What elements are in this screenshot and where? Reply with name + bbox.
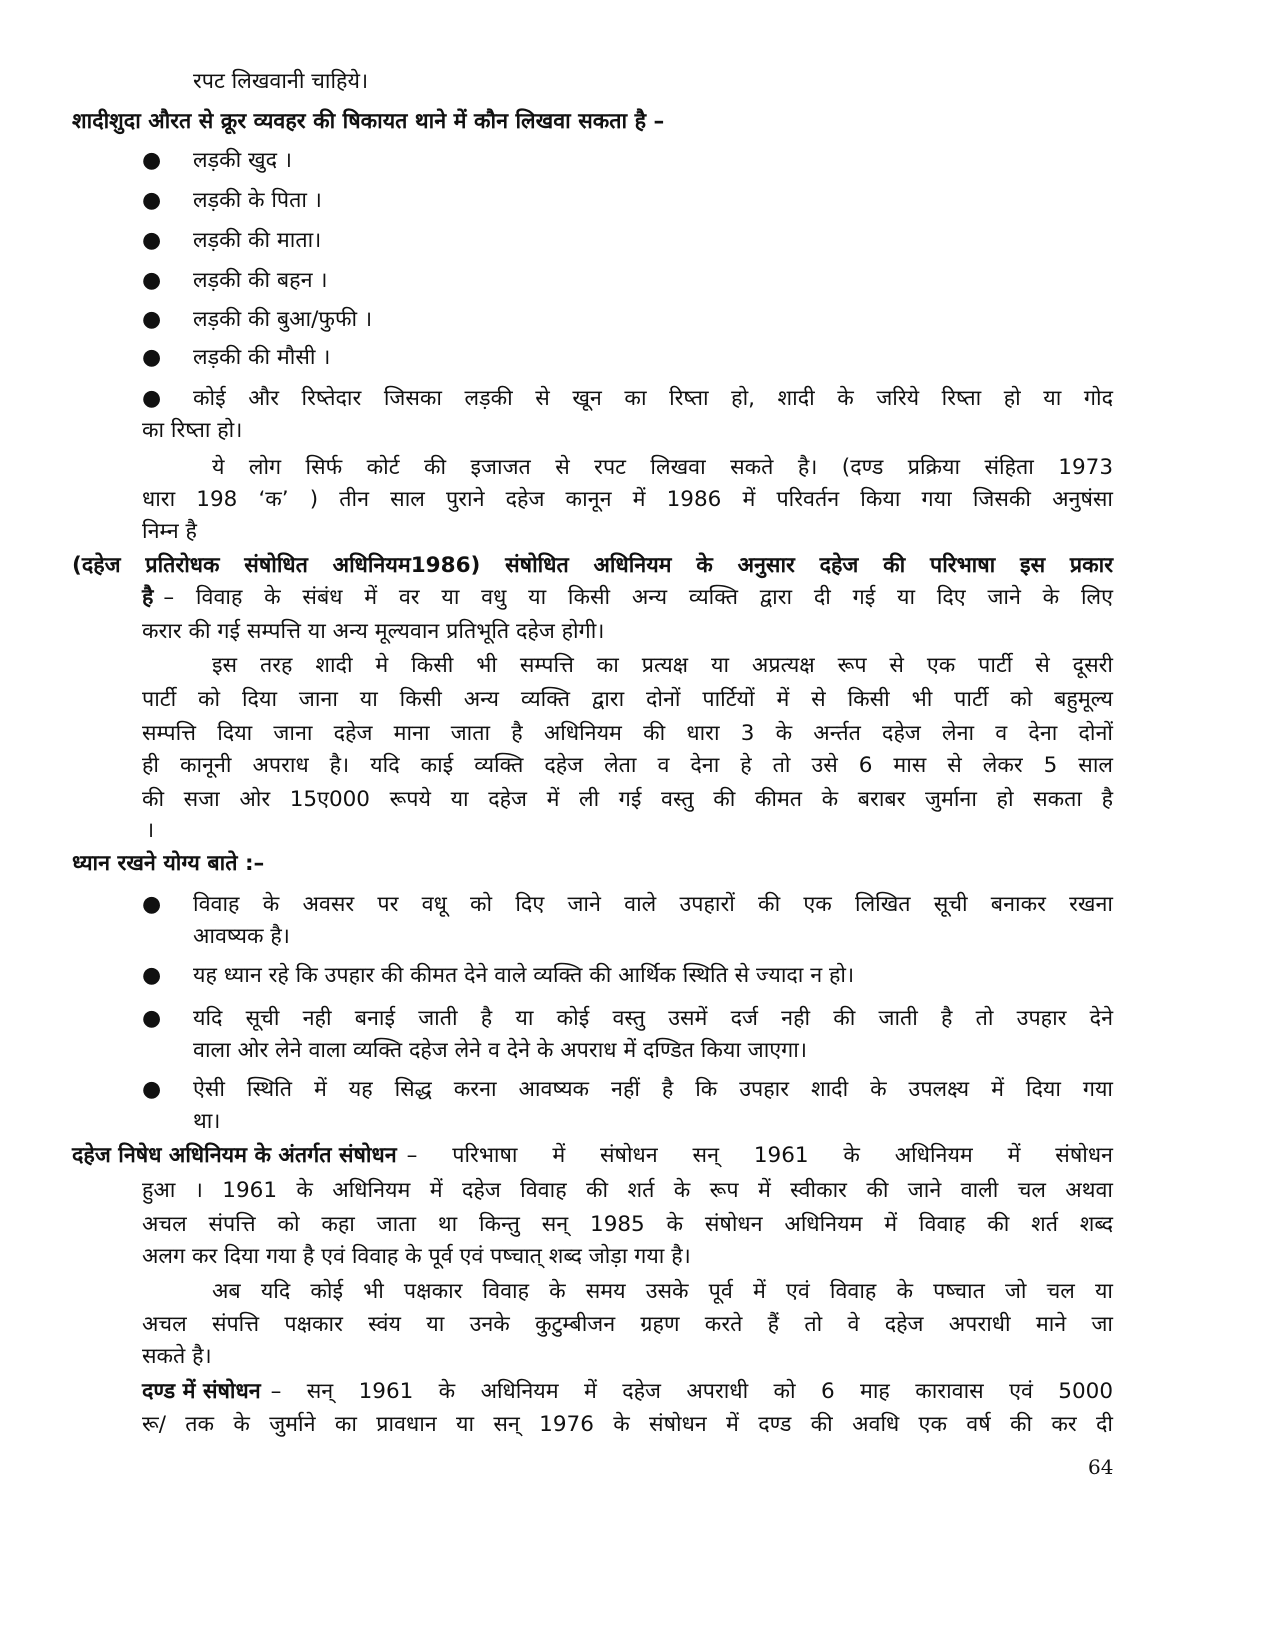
bullet-icon: ●: [142, 892, 162, 917]
bullet-icon: ●: [142, 963, 162, 988]
section-heading: दहेज निषेध अधिनियम के अंतर्गत संषोधन: [72, 1143, 397, 1168]
list-item: लड़की की बुआ/फुफी ।: [193, 307, 373, 332]
section-heading: दण्ड में संषोधन: [142, 1379, 261, 1404]
paragraph-line: [142, 582, 1113, 614]
list-item: लड़की खुद ।: [193, 148, 292, 173]
paragraph-line: सकते है।: [142, 1344, 212, 1369]
list-item: लड़की की मौसी ।: [193, 345, 331, 370]
list-item-continuation: आवष्यक है।: [193, 924, 290, 949]
paragraph-line: करार की गई सम्पत्ति या अन्य मूल्यवान प्रतिभूति दहेज होगी।: [142, 619, 605, 644]
paragraph-line: इस तरह शादी मे किसी भी सम्पत्ति का प्रत्यक्ष या अप्रत्यक्ष रूप से एक पार्टी से दूसरी: [212, 653, 1113, 678]
list-item: लड़की की बहन ।: [193, 268, 328, 293]
text-line: रपट लिखवानी चाहिये।: [193, 69, 369, 94]
paragraph-line: ।: [146, 818, 155, 843]
paragraph-line: पार्टी को दिया जाना या किसी अन्य व्यक्ति द्वारा दोनों पार्टियों में से किसी भी पार्टी को बहुमूल्य: [142, 687, 1113, 712]
paragraph-text: – परिभाषा में संषोधन सन् 1961 के अधिनियम में संषोधन: [406, 1143, 1113, 1168]
list-item: कोई और रिष्तेदार जिसका लड़की से खून का रिष्ता हो, शादी के जरिये रिष्ता हो या गोद: [193, 386, 1113, 411]
bullet-icon: ●: [142, 148, 162, 173]
paragraph-line: धारा 198 ‘क’ ) तीन साल पुराने दहेज कानून में 1986 में परिवर्तन किया गया जिसकी अनुषंसा: [142, 487, 1113, 512]
bullet-icon: ●: [142, 1077, 162, 1102]
list-item: यदि सूची नही बनाई जाती है या कोई वस्तु उसमें दर्ज नही की जाती है तो उपहार देने: [193, 1006, 1113, 1031]
paragraph-line: सम्पत्ति दिया जाना दहेज माना जाता है अधिनियम की धारा 3 के अर्न्तत दहेज लेना व देना दोनों: [142, 721, 1113, 746]
paragraph-line: अब यदि कोई भी पक्षकार विवाह के समय उसके पूर्व में एवं विवाह के पष्चात जो चल या: [212, 1279, 1113, 1304]
list-item: विवाह के अवसर पर वधू को दिए जाने वाले उपहारों की एक लिखित सूची बनाकर रखना: [193, 892, 1113, 917]
section-heading: ध्यान रखने योग्य बाते :–: [72, 851, 265, 876]
list-item: ऐसी स्थिति में यह सिद्ध करना आवष्यक नहीं है कि उपहार शादी के उपलक्ष्य में दिया गया: [193, 1077, 1113, 1102]
paragraph-line: [142, 1376, 1113, 1408]
bullet-icon: ●: [142, 386, 162, 411]
bullet-icon: ●: [142, 307, 162, 332]
bullet-icon: ●: [142, 345, 162, 370]
paragraph-text: – विवाह के संबंध में वर या वधु या किसी अन्य व्यक्ति द्वारा दी गई या दिए जाने के लिए: [163, 585, 1113, 610]
paragraph-line: अलग कर दिया गया है एवं विवाह के पूर्व एवं पष्चात् शब्द जोड़ा गया है।: [142, 1244, 691, 1269]
paragraph-line: अचल संपत्ति को कहा जाता था किन्तु सन् 1985 के संषोधन अधिनियम में विवाह की शर्त शब्द: [142, 1212, 1113, 1237]
paragraph-line: ये लोग सिर्फ कोर्ट की इजाजत से रपट लिखवा सकते है। (दण्ड प्रक्रिया संहिता 1973: [212, 455, 1113, 480]
section-heading: शादीशुदा औरत से क्रूर व्यवहर की षिकायत थाने में कौन लिखवा सकता है –: [72, 109, 665, 134]
paragraph-line: रू/ तक के जुर्माने का प्रावधान या सन् 1976 के संषोधन में दण्ड की अवधि एक वर्ष की कर दी: [142, 1412, 1113, 1437]
bullet-icon: ●: [142, 268, 162, 293]
list-item: लड़की की माता।: [193, 228, 322, 253]
paragraph-line: हुआ । 1961 के अधिनियम में दहेज विवाह की शर्त के रूप में स्वीकार की जाने वाली चल अथवा: [142, 1178, 1113, 1203]
paragraph-line: [72, 1140, 1113, 1172]
paragraph-line: अचल संपत्ति पक्षकार स्वंय या उनके कुटुम्बीजन ग्रहण करते हैं तो वे दहेज अपराधी माने जा: [142, 1312, 1113, 1337]
page-number: 64: [1088, 1455, 1114, 1479]
list-item-continuation: था।: [193, 1109, 221, 1134]
paragraph-line: की सजा ओर 15ए000 रूपये या दहेज में ली गई वस्तु की कीमत के बराबर जुर्माना हो सकता है: [142, 787, 1113, 812]
heading-fragment: है: [142, 585, 154, 610]
list-item-continuation: का रिष्ता हो।: [142, 418, 243, 443]
bullet-icon: ●: [142, 188, 162, 213]
list-item-continuation: वाला ओर लेने वाला व्यक्ति दहेज लेने व देने के अपराध में दण्डित किया जाएगा।: [193, 1038, 807, 1063]
paragraph-text: – सन् 1961 के अधिनियम में दहेज अपराधी को 6 माह कारावास एवं 5000: [270, 1379, 1113, 1404]
bullet-icon: ●: [142, 1006, 162, 1031]
paragraph-line: ही कानूनी अपराध है। यदि काई व्यक्ति दहेज लेता व देना हे तो उसे 6 मास से लेकर 5 साल: [142, 753, 1113, 778]
section-heading: (दहेज प्रतिरोधक संषोधित अधिनियम1986) संषोधित अधिनियम के अनुसार दहेज की परिभाषा इस प्रकार: [72, 553, 1113, 578]
paragraph-line: निम्न है: [142, 519, 197, 544]
list-item: यह ध्यान रहे कि उपहार की कीमत देने वाले व्यक्ति की आर्थिक स्थिति से ज्यादा न हो।: [193, 963, 855, 988]
bullet-icon: ●: [142, 228, 162, 253]
list-item: लड़की के पिता ।: [193, 188, 322, 213]
